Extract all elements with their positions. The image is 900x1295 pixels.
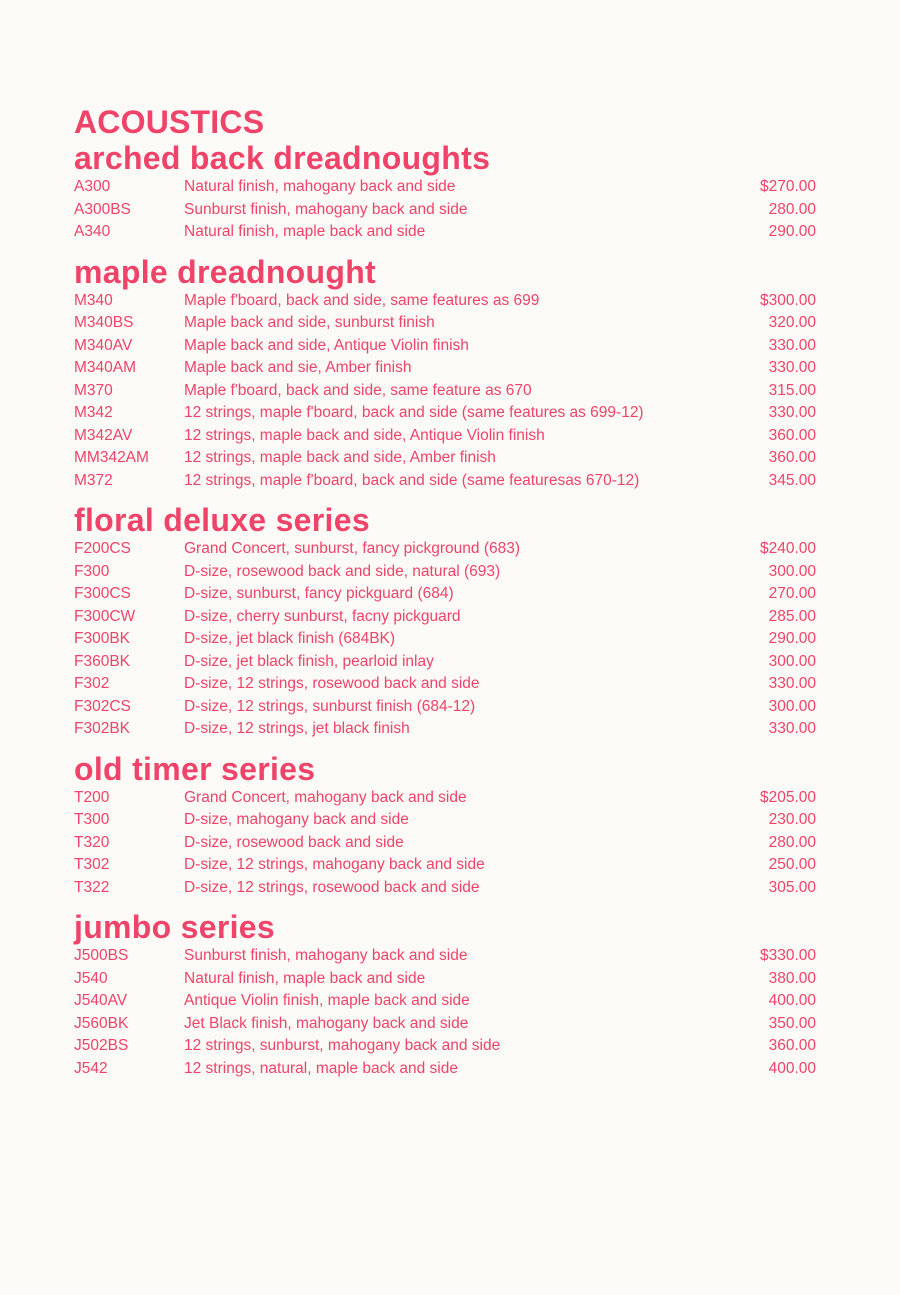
list-item <box>74 470 816 493</box>
item-price: 330.00 <box>768 336 816 354</box>
section-title: jumbo series <box>74 909 276 945</box>
item-price: 360.00 <box>768 1037 816 1054</box>
item-price: 300.00 <box>768 562 816 580</box>
list-item <box>74 176 816 199</box>
model-code: M340BS <box>74 314 134 331</box>
list-item <box>74 673 816 696</box>
item-price: 320.00 <box>768 314 816 331</box>
model-code: T320 <box>74 833 110 851</box>
item-description: Sunburst finish, mahogany back and side <box>184 947 468 964</box>
model-code: F300BK <box>74 630 131 647</box>
list-item <box>74 561 816 584</box>
model-code: T200 <box>74 788 110 806</box>
model-code: M370 <box>74 381 113 399</box>
item-description: D-size, mahogany back and side <box>184 811 409 828</box>
item-description: D-size, jet black finish, pearloid inlay <box>184 652 434 670</box>
item-price: 300.00 <box>768 697 816 715</box>
section-title: maple dreadnought <box>74 253 377 290</box>
model-code: J540AV <box>74 992 128 1009</box>
model-code: F302CS <box>74 697 131 715</box>
item-description: Maple f'board, back and side, same features as 699 <box>184 291 540 309</box>
model-code: A340 <box>74 223 111 240</box>
item-description: Maple f'board, back and side, same feature as 670 <box>184 381 532 399</box>
list-item <box>74 696 816 719</box>
item-description: D-size, cherry sunburst, facny pickguard <box>184 607 461 625</box>
list-item <box>74 1058 816 1081</box>
item-description: D-size, rosewood back and side, natural (693) <box>184 562 501 580</box>
model-code: M340 <box>74 291 113 309</box>
section-title: old timer series <box>74 750 316 787</box>
item-price: $300.00 <box>759 291 816 309</box>
item-description: Jet Black finish, mahogany back and side <box>184 1014 469 1032</box>
item-price: $240.00 <box>759 540 816 557</box>
model-code: M340AM <box>74 359 137 376</box>
section <box>74 502 816 741</box>
model-code: J502BS <box>74 1037 129 1054</box>
item-list <box>74 538 816 741</box>
model-code: A300 <box>74 178 111 195</box>
item-price: $205.00 <box>759 788 816 806</box>
item-description: 12 strings, maple back and side, Antique Violin finish <box>184 426 545 444</box>
list-item <box>74 1013 816 1036</box>
list-item <box>74 583 816 606</box>
item-description: 12 strings, maple back and side, Amber finish <box>184 449 496 466</box>
item-description: Grand Concert, mahogany back and side <box>184 788 467 806</box>
item-description: 12 strings, sunburst, mahogany back and side <box>184 1037 501 1054</box>
item-description: D-size, 12 strings, sunburst finish (684-12) <box>184 697 476 715</box>
item-price: 360.00 <box>768 449 816 466</box>
model-code: T300 <box>74 811 110 828</box>
item-description: Maple back and side, Antique Violin finish <box>184 336 469 354</box>
item-price: 400.00 <box>768 992 816 1009</box>
item-description: 12 strings, maple f'board, back and side (same features as 699-12) <box>184 404 644 421</box>
list-item <box>74 335 816 358</box>
item-price: 270.00 <box>768 585 816 602</box>
model-code: F300 <box>74 562 110 580</box>
list-item <box>74 718 816 741</box>
item-price: 330.00 <box>768 359 816 376</box>
item-price: 290.00 <box>768 223 816 240</box>
list-item <box>74 651 816 674</box>
list-item <box>74 877 816 900</box>
item-price: 290.00 <box>768 630 816 647</box>
item-list <box>74 176 816 244</box>
section-title: floral deluxe series <box>74 502 370 538</box>
model-code: F302 <box>74 675 110 692</box>
item-price: 330.00 <box>768 404 816 421</box>
item-description: D-size, 12 strings, jet black finish <box>184 720 410 737</box>
item-price: 305.00 <box>768 878 816 896</box>
sections-container <box>74 140 816 1080</box>
list-item <box>74 968 816 991</box>
model-code: T322 <box>74 878 110 896</box>
item-description: D-size, jet black finish (684BK) <box>184 630 396 647</box>
item-price: 330.00 <box>768 675 816 692</box>
item-description: Maple back and sie, Amber finish <box>184 359 412 376</box>
item-price: $330.00 <box>759 947 816 964</box>
item-price: 280.00 <box>768 833 816 851</box>
list-item <box>74 606 816 629</box>
list-item <box>74 380 816 403</box>
item-price: 280.00 <box>768 200 816 218</box>
price-list <box>74 104 816 1080</box>
model-code: M372 <box>74 471 113 489</box>
item-list <box>74 290 816 493</box>
item-price: 230.00 <box>768 811 816 828</box>
section-title: arched back dreadnoughts <box>74 140 491 176</box>
list-item <box>74 832 816 855</box>
list-item <box>74 809 816 832</box>
list-item <box>74 312 816 335</box>
item-description: D-size, sunburst, fancy pickguard (684) <box>184 585 454 602</box>
model-code: F300CW <box>74 607 136 625</box>
list-item <box>74 290 816 313</box>
list-item <box>74 538 816 561</box>
section <box>74 909 816 1080</box>
model-code: J560BK <box>74 1014 129 1032</box>
section <box>74 254 816 493</box>
model-code: F300CS <box>74 585 131 602</box>
item-description: D-size, 12 strings, rosewood back and side <box>184 878 480 896</box>
item-price: 345.00 <box>768 471 816 489</box>
item-description: Grand Concert, sunburst, fancy pickground (683) <box>184 540 521 557</box>
item-list <box>74 787 816 900</box>
item-description: D-size, 12 strings, rosewood back and side <box>184 675 480 692</box>
list-item <box>74 787 816 810</box>
section <box>74 140 816 244</box>
item-price: 400.00 <box>768 1059 816 1077</box>
item-description: Natural finish, maple back and side <box>184 969 426 987</box>
page-title: ACOUSTICS <box>74 104 265 140</box>
list-item <box>74 402 816 425</box>
item-description: Antique Violin finish, maple back and side <box>184 992 470 1009</box>
item-description: Maple back and side, sunburst finish <box>184 314 435 331</box>
list-item <box>74 628 816 651</box>
list-item <box>74 1035 816 1058</box>
item-price: 380.00 <box>768 969 816 987</box>
model-code: F302BK <box>74 720 131 737</box>
model-code: F200CS <box>74 540 131 557</box>
item-price: 300.00 <box>768 652 816 670</box>
list-item <box>74 990 816 1013</box>
list-item <box>74 425 816 448</box>
item-price: 315.00 <box>768 381 816 399</box>
item-price: 250.00 <box>768 856 816 873</box>
section <box>74 751 816 900</box>
model-code: J540 <box>74 969 108 987</box>
list-item <box>74 199 816 222</box>
item-price: $270.00 <box>759 178 816 195</box>
model-code: J500BS <box>74 947 129 964</box>
item-price: 350.00 <box>768 1014 816 1032</box>
model-code: F360BK <box>74 652 131 670</box>
item-description: D-size, 12 strings, mahogany back and side <box>184 856 485 873</box>
item-description: D-size, rosewood back and side <box>184 833 404 851</box>
list-item <box>74 447 816 470</box>
list-item <box>74 854 816 877</box>
list-item <box>74 945 816 968</box>
model-code: M342AV <box>74 426 133 444</box>
model-code: MM342AM <box>74 449 149 466</box>
model-code: J542 <box>74 1059 108 1077</box>
item-description: 12 strings, natural, maple back and side <box>184 1059 458 1077</box>
model-code: M342 <box>74 404 113 421</box>
item-description: 12 strings, maple f'board, back and side (same featuresas 670-12) <box>184 471 640 489</box>
item-description: Sunburst finish, mahogany back and side <box>184 200 468 218</box>
model-code: M340AV <box>74 336 133 354</box>
list-item <box>74 357 816 380</box>
item-description: Natural finish, mahogany back and side <box>184 178 456 195</box>
item-price: 330.00 <box>768 720 816 737</box>
model-code: A300BS <box>74 200 131 218</box>
item-price: 285.00 <box>768 607 816 625</box>
item-list <box>74 945 816 1080</box>
model-code: T302 <box>74 856 110 873</box>
item-description: Natural finish, maple back and side <box>184 223 426 240</box>
list-item <box>74 221 816 244</box>
item-price: 360.00 <box>768 426 816 444</box>
